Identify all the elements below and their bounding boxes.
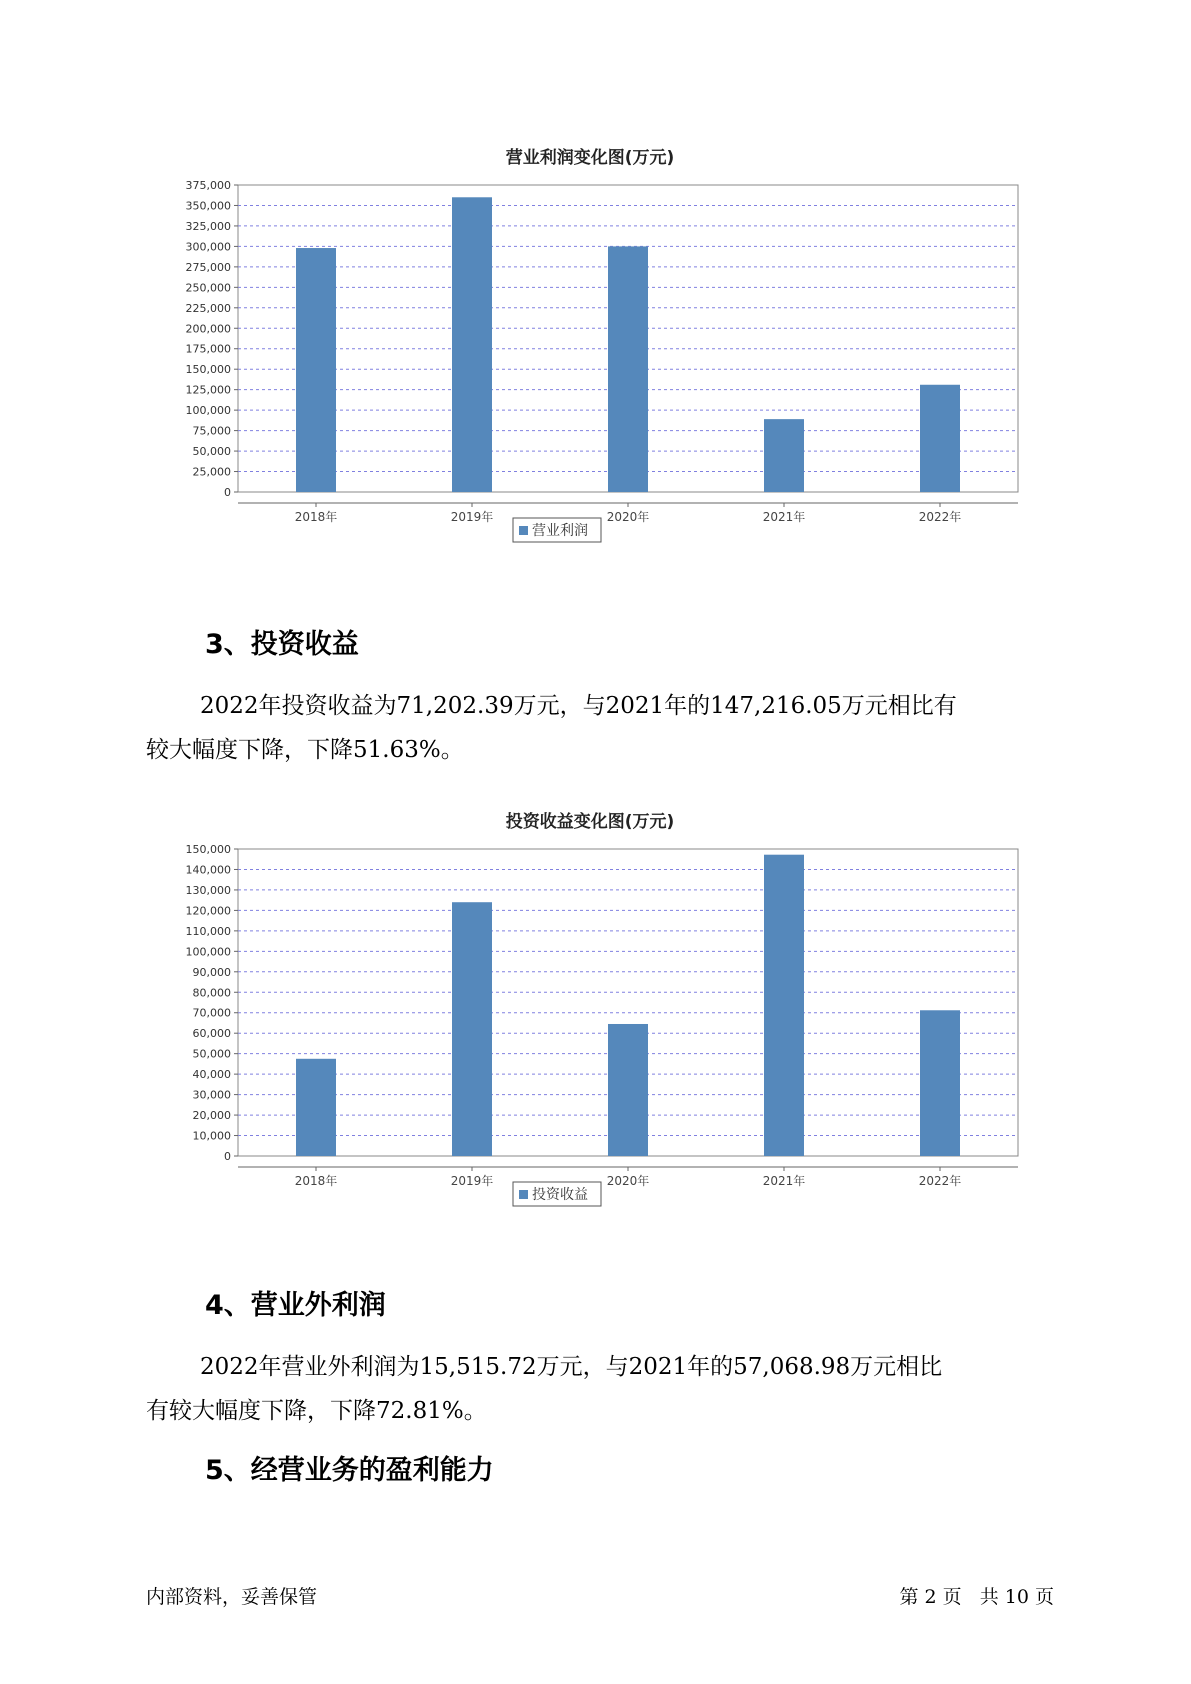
y-tick-label: 175,000 bbox=[185, 342, 231, 356]
y-tick-label: 200,000 bbox=[185, 322, 231, 336]
y-tick-label: 60,000 bbox=[192, 1027, 231, 1041]
footer-page-number: 第 2 页 共 10 页 bbox=[899, 1586, 1054, 1608]
y-tick-label: 100,000 bbox=[185, 945, 231, 959]
chart-legend bbox=[513, 1182, 601, 1206]
x-tick-label: 2018年 bbox=[294, 1174, 338, 1188]
y-tick-label: 325,000 bbox=[185, 219, 231, 233]
y-tick-label: 10,000 bbox=[192, 1129, 231, 1143]
operating-profit-chart bbox=[140, 140, 1040, 590]
bar-2018年 bbox=[296, 248, 336, 492]
y-tick-label: 0 bbox=[224, 486, 231, 499]
x-tick-label: 2018年 bbox=[294, 510, 338, 524]
investment-paragraph bbox=[146, 684, 1066, 772]
bar-2020年 bbox=[608, 246, 648, 492]
y-tick-label: 125,000 bbox=[185, 383, 231, 397]
y-tick-label: 70,000 bbox=[192, 1006, 231, 1020]
bar-2020年 bbox=[608, 1024, 648, 1156]
x-tick-label: 2022年 bbox=[918, 1174, 962, 1188]
chart-title: 投资收益变化图(万元) bbox=[505, 812, 675, 832]
y-tick-label: 80,000 bbox=[192, 986, 231, 1000]
y-tick-label: 100,000 bbox=[185, 404, 231, 418]
section-heading-investment: 3、投资收益 bbox=[205, 629, 359, 660]
chart-title: 营业利润变化图(万元) bbox=[505, 148, 675, 168]
y-tick-label: 250,000 bbox=[185, 281, 231, 295]
section-heading-non-operating: 4、营业外利润 bbox=[205, 1290, 386, 1321]
y-tick-label: 120,000 bbox=[185, 904, 231, 918]
y-tick-label: 140,000 bbox=[185, 863, 231, 877]
y-tick-label: 25,000 bbox=[192, 465, 231, 479]
y-tick-label: 275,000 bbox=[185, 260, 231, 274]
bar-2021年 bbox=[764, 419, 804, 492]
x-tick-label: 2019年 bbox=[450, 1174, 494, 1188]
y-tick-label: 110,000 bbox=[185, 924, 231, 938]
bar-2019年 bbox=[452, 197, 492, 492]
y-tick-label: 90,000 bbox=[192, 965, 231, 979]
legend-swatch bbox=[519, 1190, 528, 1199]
footer-confidential-note: 内部资料，妥善保管 bbox=[146, 1586, 318, 1608]
y-tick-label: 225,000 bbox=[185, 301, 231, 315]
paragraph-line: 有较大幅度下降，下降72.81%。 bbox=[146, 1398, 487, 1424]
operating-profit-chart-svg bbox=[140, 140, 1040, 590]
y-tick-label: 50,000 bbox=[192, 1047, 231, 1061]
y-tick-label: 150,000 bbox=[185, 843, 231, 856]
investment-income-chart bbox=[140, 804, 1040, 1254]
chart-legend bbox=[513, 518, 601, 542]
y-tick-label: 0 bbox=[224, 1150, 231, 1163]
x-tick-label: 2022年 bbox=[918, 510, 962, 524]
bar-2019年 bbox=[452, 902, 492, 1156]
paragraph-line: 2022年营业外利润为15,515.72万元，与2021年的57,068.98万元相比 bbox=[200, 1354, 943, 1380]
paragraph-line: 2022年投资收益为71,202.39万元，与2021年的147,216.05万元相比有 bbox=[200, 693, 957, 719]
y-tick-label: 130,000 bbox=[185, 883, 231, 897]
x-tick-label: 2019年 bbox=[450, 510, 494, 524]
y-tick-label: 40,000 bbox=[192, 1068, 231, 1082]
bar-2021年 bbox=[764, 855, 804, 1156]
y-tick-label: 30,000 bbox=[192, 1088, 231, 1102]
y-tick-label: 20,000 bbox=[192, 1109, 231, 1123]
y-tick-label: 350,000 bbox=[185, 199, 231, 213]
y-tick-label: 300,000 bbox=[185, 240, 231, 254]
non-operating-paragraph bbox=[146, 1345, 1066, 1433]
legend-label: 投资收益 bbox=[532, 1187, 588, 1203]
bar-2022年 bbox=[920, 1010, 960, 1156]
y-tick-label: 75,000 bbox=[192, 424, 231, 438]
legend-swatch bbox=[519, 526, 528, 535]
investment-income-chart-svg bbox=[140, 804, 1040, 1254]
bar-2018年 bbox=[296, 1059, 336, 1156]
y-tick-label: 375,000 bbox=[185, 179, 231, 192]
paragraph-line: 较大幅度下降，下降51.63%。 bbox=[146, 737, 464, 763]
x-tick-label: 2020年 bbox=[606, 1174, 650, 1188]
y-tick-label: 150,000 bbox=[185, 363, 231, 377]
section-heading-profitability: 5、经营业务的盈利能力 bbox=[205, 1455, 494, 1486]
y-tick-label: 50,000 bbox=[192, 445, 231, 459]
x-tick-label: 2021年 bbox=[762, 1174, 806, 1188]
x-tick-label: 2020年 bbox=[606, 510, 650, 524]
x-tick-label: 2021年 bbox=[762, 510, 806, 524]
bar-2022年 bbox=[920, 385, 960, 492]
legend-label: 营业利润 bbox=[532, 523, 588, 539]
